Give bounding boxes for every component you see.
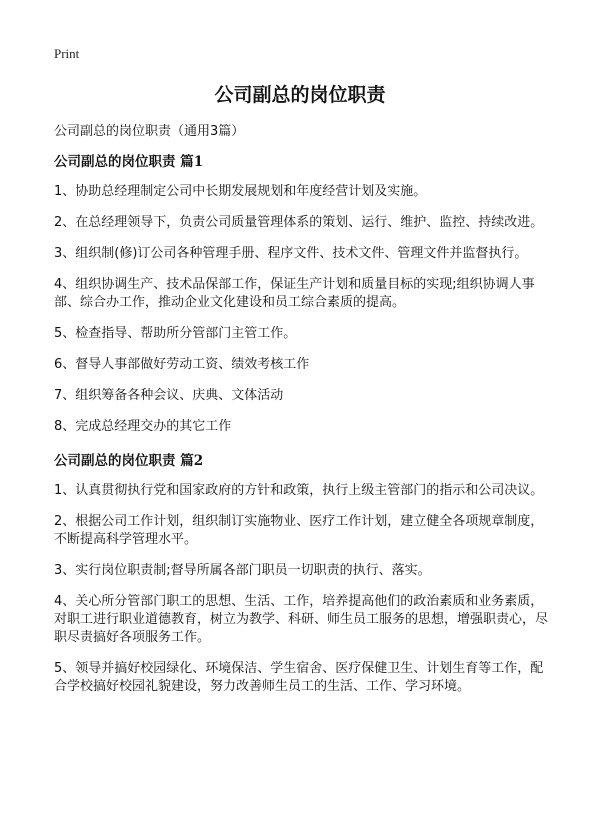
list-item: 1、协助总经理制定公司中长期发展规划和年度经营计划及实施。 [54, 184, 427, 199]
document-subtitle: 公司副总的岗位职责（通用3篇） [54, 124, 245, 139]
list-item: 4、关心所分管部门职工的思想、生活、工作，培养提高他们的政治素质和业务素质，对职工进行职业道德教育，树立为教学、科研、师生员工服务的思想，增强职责心，尽职尽责搞好各项服务工作。 [54, 594, 549, 645]
list-item: 1、认真贯彻执行党和国家政府的方针和政策，执行上级主管部门的指示和公司决议。 [54, 483, 544, 498]
print-link[interactable]: Print [54, 46, 80, 61]
section-heading: 公司副总的岗位职责 篇1 [54, 154, 204, 170]
list-item: 2、根据公司工作计划，组织制订实施物业、医疗工作计划，建立健全各项规章制度，不断提高科学管理水平。 [54, 514, 544, 547]
list-item: 5、检查指导、帮助所分管部门主管工作。 [54, 326, 297, 341]
list-item: 8、完成总经理交办的其它工作 [54, 419, 232, 434]
list-item: 7、组织筹备各种会议、庆典、文体活动 [54, 388, 284, 403]
list-item: 6、督导人事部做好劳动工资、绩效考核工作 [54, 357, 310, 372]
list-item: 5、领导并搞好校园绿化、环境保洁、学生宿舍、医疗保健卫生、计划生育等工作，配合学校搞好校园礼貌建设，努力改善师生员工的生活、工作、学习环境。 [54, 661, 544, 694]
list-item: 4、组织协调生产、技术品保部工作，保证生产计划和质量目标的实现;组织协调人事部、综合办工作，推动企业文化建设和员工综合素质的提高。 [54, 277, 535, 310]
section-heading: 公司副总的岗位职责 篇2 [54, 453, 204, 469]
document-title: 公司副总的岗位职责 [214, 84, 386, 106]
document-body [54, 150, 554, 696]
list-item: 3、实行岗位职责制;督导所属各部门职员一切职责的执行、落实。 [54, 563, 431, 578]
list-item: 2、在总经理领导下，负责公司质量管理体系的策划、运行、维护、监控、持续改进。 [54, 215, 544, 230]
list-item: 3、组织制(修)订公司各种管理手册、程序文件、技术文件、管理文件并监督执行。 [54, 246, 528, 261]
